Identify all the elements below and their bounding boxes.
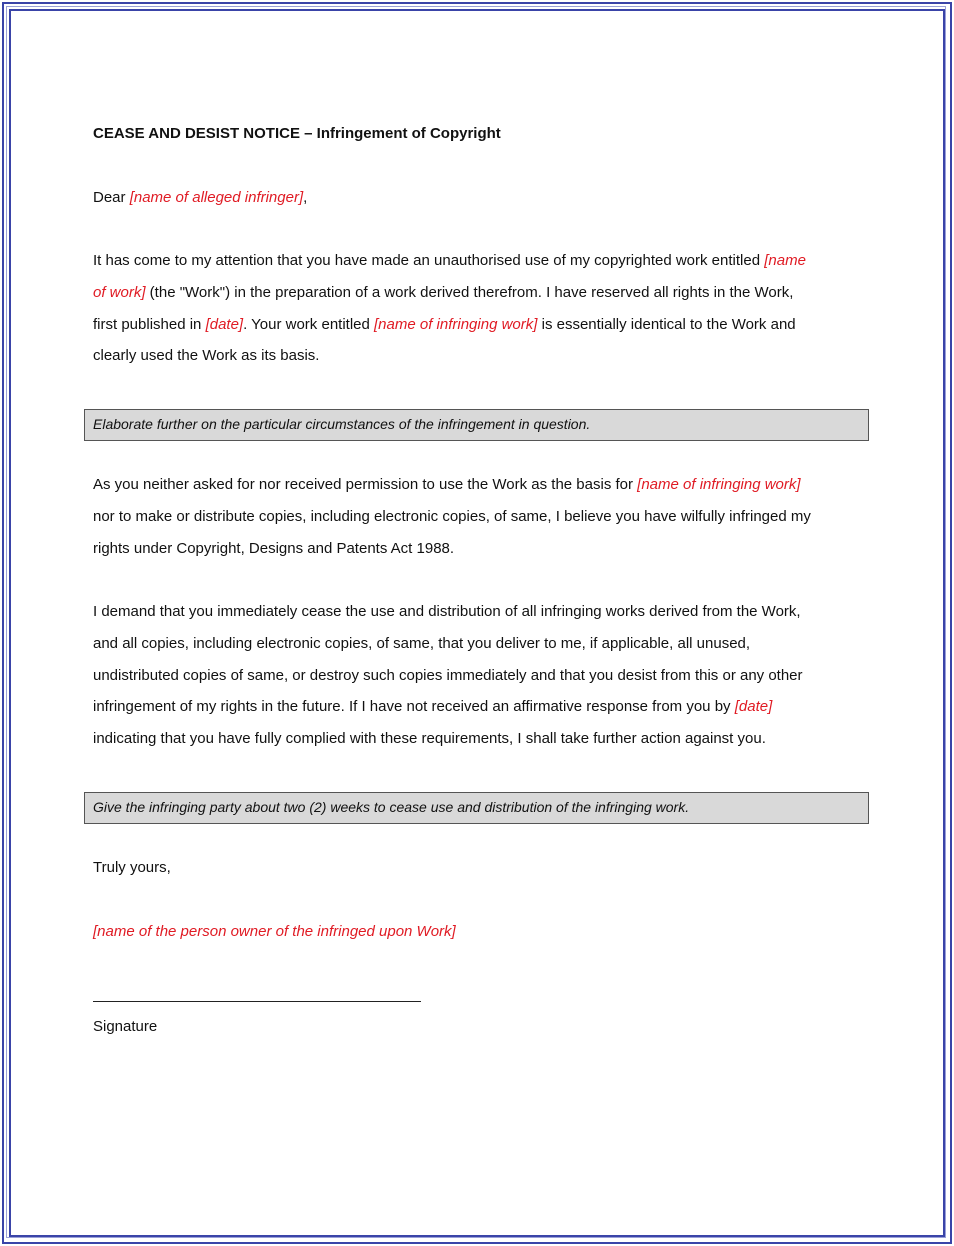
paragraph2-line1 — [93, 475, 801, 495]
paragraph3-line5: indicating that you have fully complied with these requirements, I shall take further action against you. — [93, 730, 766, 747]
closing: Truly yours, — [93, 859, 171, 876]
signature-line — [93, 1001, 421, 1002]
paragraph2-line1-text: As you neither asked for nor received permission to use the Work as the basis for — [93, 476, 638, 493]
paragraph1-line1 — [93, 251, 806, 271]
infringer-name-placeholder: [name of alleged infringer] — [129, 189, 304, 206]
paragraph2-line2: nor to make or distribute copies, including electronic copies, of same, I believe you have wilfully infringed my — [93, 508, 811, 525]
salutation — [93, 188, 307, 208]
instruction-note-2-text: Give the infringing party about two (2) weeks to cease use and distribution of the infringing work. — [93, 799, 690, 815]
paragraph1-line3-text-b: . Your work entitled — [243, 316, 375, 333]
paragraph3-line4 — [93, 697, 772, 717]
infringing-work-placeholder: [name of infringing work] — [374, 316, 538, 333]
paragraph3-line3: undistributed copies of same, or destroy such copies immediately and that you desist from this or any other — [93, 667, 803, 684]
work-name-placeholder-part2: of work] — [93, 284, 146, 301]
instruction-note-2 — [84, 792, 869, 824]
paragraph1-line3-text-a: first published in — [93, 316, 206, 333]
work-name-placeholder-part1: [name — [764, 252, 806, 269]
instruction-note-1-text: Elaborate further on the particular circumstances of the infringement in question. — [93, 416, 591, 432]
paragraph1-line3 — [93, 315, 796, 335]
signature-label: Signature — [93, 1018, 158, 1035]
paragraph2-line3: rights under Copyright, Designs and Patents Act 1988. — [93, 540, 455, 557]
paragraph3-line1: I demand that you immediately cease the use and distribution of all infringing works derived from the Work, — [93, 603, 801, 620]
paragraph1-line2-text: (the "Work") in the preparation of a work derived therefrom. I have reserved all rights in the Work, — [145, 284, 794, 301]
owner-name-placeholder: [name of the person owner of the infringed upon Work] — [93, 923, 456, 940]
paragraph1-line4: clearly used the Work as its basis. — [93, 347, 320, 364]
date-placeholder: [date] — [205, 316, 244, 333]
deadline-date-placeholder: [date] — [734, 698, 773, 715]
paragraph3-line4-text: infringement of my rights in the future. If I have not received an affirmative response from you by — [93, 698, 735, 715]
salutation-prefix: Dear — [93, 189, 130, 206]
salutation-suffix: , — [303, 189, 308, 206]
paragraph1-line1-text: It has come to my attention that you have made an unauthorised use of my copyrighted work entitled — [93, 252, 765, 269]
document-title: CEASE AND DESIST NOTICE – Infringement of Copyright — [93, 125, 501, 142]
infringing-work-placeholder-2: [name of infringing work] — [637, 476, 801, 493]
paragraph1-line3-text-c: is essentially identical to the Work and — [537, 316, 796, 333]
instruction-note-1 — [84, 409, 869, 441]
paragraph3-line2: and all copies, including electronic copies, of same, that you deliver to me, if applicable, all unused, — [93, 635, 751, 652]
paragraph1-line2 — [93, 283, 793, 303]
